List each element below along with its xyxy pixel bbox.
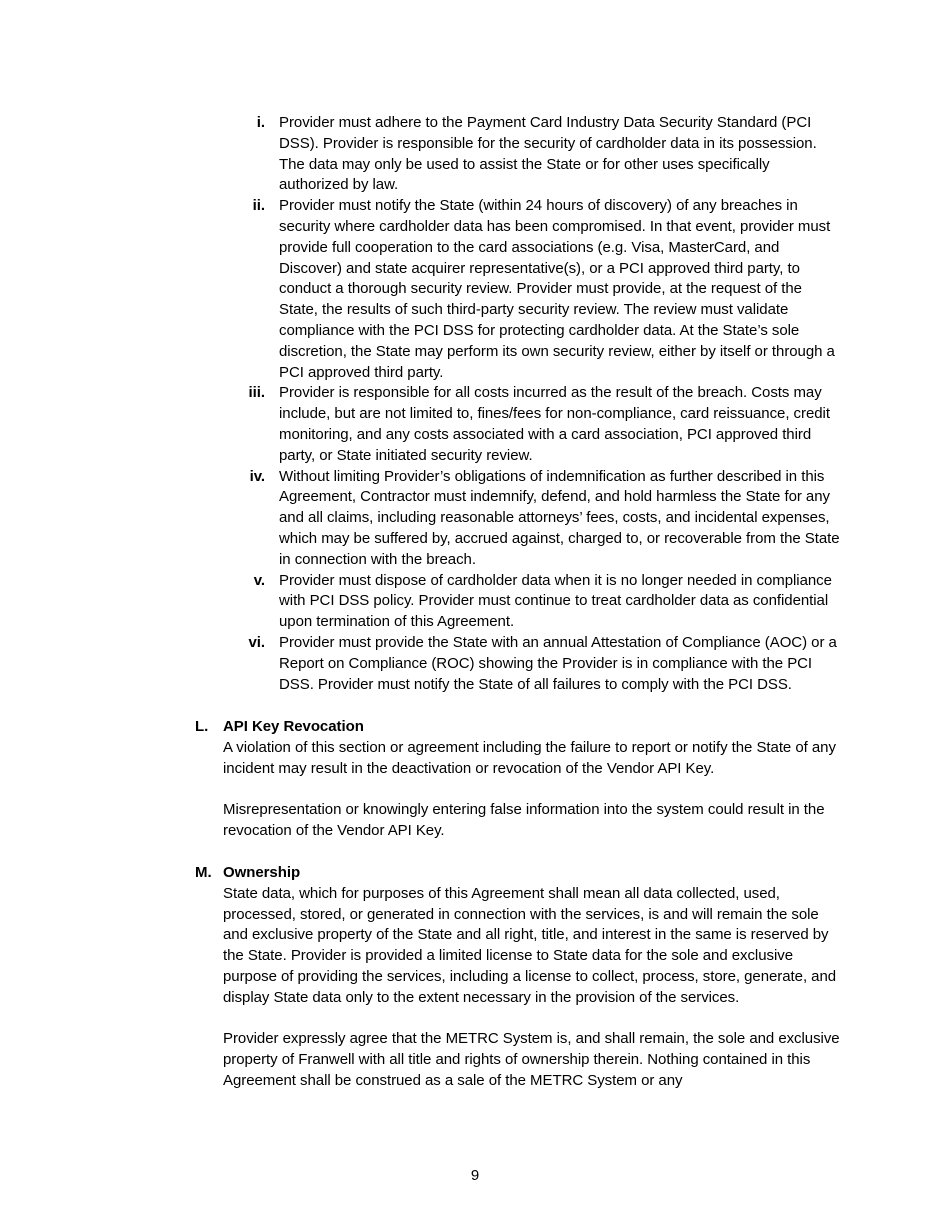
list-item-text: Provider must notify the State (within 24 hours of discovery) of any breaches in security where cardholder data has been compromised. In that event, provider must provide full cooperation to the card associations (e.g. Visa, MasterCard, and Discover) and state acquirer representative(s), or a PCI approved third party, to conduct a thorough security review. Provider must provide, at the request of the State, the results of such third-party security review. The review must validate compliance with the PCI DSS for protecting cardholder data. At the State’s sole discretion, the State may perform its own security review, either by itself or through a PCI approved third party. bbox=[279, 197, 835, 381]
list-item-number: vi. bbox=[248, 633, 265, 651]
section-body bbox=[223, 717, 840, 842]
list-item-text: Provider is responsible for all costs incurred as the result of the breach. Costs may include, but are not limited to, fines/fees for non-compliance, card reissuance, credit monitoring, and any costs associated with a card association, PCI approved third party, or State initiated security review. bbox=[279, 384, 830, 464]
list-item-number: i. bbox=[256, 114, 265, 131]
list-item bbox=[235, 467, 840, 571]
section-letter: M. bbox=[195, 864, 212, 881]
section-api-key-revocation bbox=[195, 717, 840, 842]
section-paragraph: Misrepresentation or knowingly entering false information into the system could result in the revocation of the Vendor API Key. bbox=[223, 801, 825, 839]
list-item-number: iv. bbox=[249, 467, 265, 485]
list-item-text: Provider must dispose of cardholder data when it is no longer needed in compliance with PCI DSS policy. Provider must continue to treat cardholder data as confidential upon termination of this Agreement. bbox=[279, 571, 832, 631]
list-item bbox=[235, 571, 840, 633]
section-paragraph: Provider expressly agree that the METRC System is, and shall remain, the sole and exclusive property of Franwell with all title and rights of ownership therein. Nothing contained in this Agreement shall be construed as a sale of the METRC System or any bbox=[223, 1030, 840, 1089]
list-item-text: Provider must adhere to the Payment Card Industry Data Security Standard (PCI DSS). Provider is responsible for the security of cardholder data in its possession. The data may only be used to assist the State or for other uses specifically authorized by law. bbox=[279, 114, 817, 194]
section-body bbox=[223, 863, 840, 1092]
section-heading: Ownership bbox=[223, 864, 301, 881]
list-item bbox=[235, 633, 840, 695]
section-ownership bbox=[195, 863, 840, 1092]
page-number: 9 bbox=[470, 1167, 480, 1184]
section-paragraph: A violation of this section or agreement including the failure to report or notify the State of any incident may result in the deactivation or revocation of the Vendor API Key. bbox=[223, 738, 836, 777]
section-paragraph: State data, which for purposes of this Agreement shall mean all data collected, used, processed, stored, or generated in connection with the services, is and will remain the sole and exclusive property of the State and all right, title, and interest in the same is reserved by the State. Provider is provided a limited license to State data for the sole and exclusive purpose of providing the services, including a license to collect, process, store, generate, and display State data only to the extent necessary in the provision of the services. bbox=[223, 884, 837, 1006]
section-heading: API Key Revocation bbox=[223, 718, 364, 735]
section-letter: L. bbox=[195, 718, 209, 735]
list-item bbox=[235, 196, 840, 383]
list-item-number: iii. bbox=[248, 384, 265, 402]
pci-requirements-list bbox=[235, 113, 840, 695]
list-item-number: v. bbox=[253, 571, 265, 589]
list-item-text: Provider must provide the State with an annual Attestation of Compliance (AOC) or a Report on Compliance (ROC) showing the Provider is in compliance with the PCI DSS. Provider must notify the State of all failures to comply with the PCI DSS. bbox=[279, 633, 837, 693]
list-item bbox=[235, 383, 840, 466]
list-item bbox=[235, 113, 840, 196]
list-item-number: ii. bbox=[252, 197, 265, 215]
list-item-text: Without limiting Provider’s obligations of indemnification as further described in this Agreement, Contractor must indemnify, defend, and hold harmless the State for any and all claims, including reasonable attorneys’ fees, costs, and incidental expenses, which may be suffered by, accrued against, charged to, or recoverable from the State in connection with the breach. bbox=[279, 467, 840, 568]
